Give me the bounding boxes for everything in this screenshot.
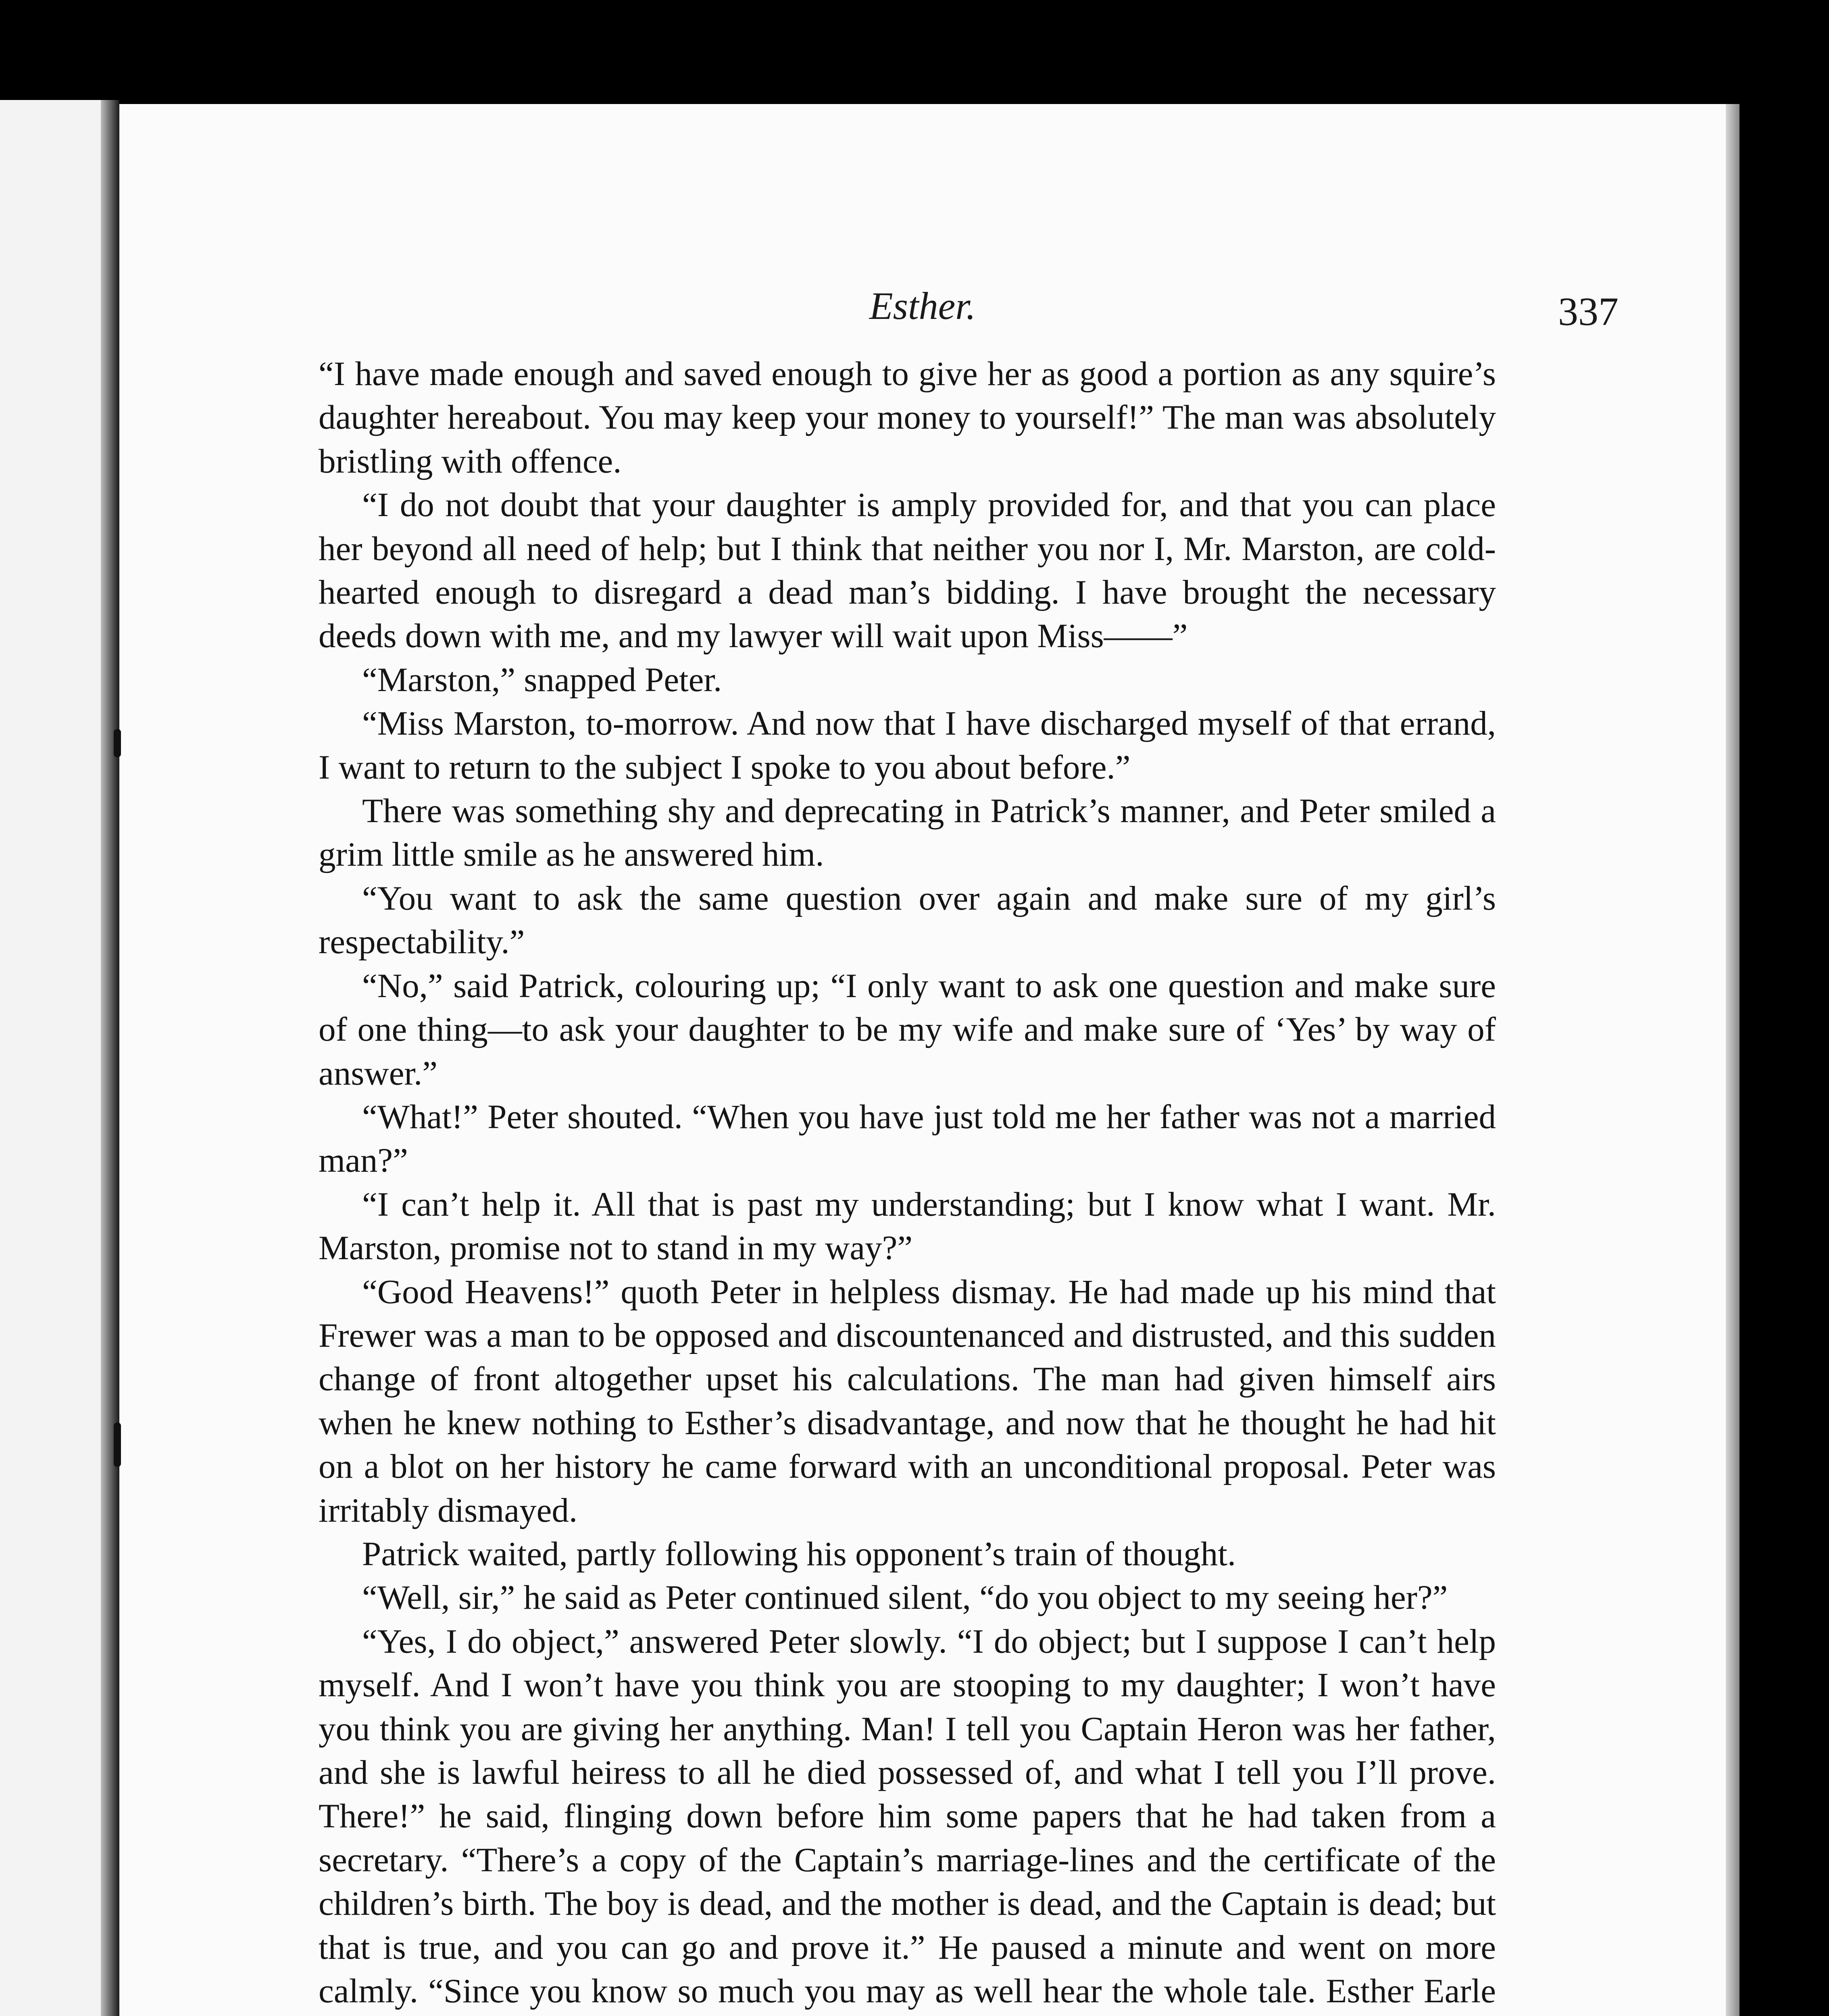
book-page: [119, 104, 1726, 2016]
page-number: 337: [1558, 289, 1619, 334]
paragraph: There was something shy and deprecating in Patrick’s manner, and Peter smiled a grim little smile as he answered him.: [319, 792, 1496, 874]
page-header: [119, 283, 1726, 340]
paragraph: “I do not doubt that your daughter is amply provided for, and that you can place her beyond all need of help; but I think that neither you nor I, Mr. Marston, are cold-hearted enough to disregard a dead man’s bidding. I have brought the necessary deeds down with me, and my lawyer will wait upon Miss——”: [319, 486, 1496, 655]
paragraph: “Well, sir,” he said as Peter continued silent, “do you object to my seeing her?”: [362, 1579, 1448, 1617]
paragraph: “Marston,” snapped Peter.: [362, 660, 722, 699]
paragraph: Patrick waited, partly following his opponent’s train of thought.: [362, 1535, 1236, 1573]
book-gutter: [101, 100, 119, 2016]
paragraph: “Good Heavens!” quoth Peter in helpless dismay. He had made up his mind that Frewer was a man to be opposed and discountenanced and distrusted, and this sudden change of front altogether upset his calculations. The man had given himself airs when he knew nothing to Esther’s disadvantage, and now that he thought he had hit on a blot on her history he came forward with an unconditional proposal. Peter was irritably dismayed.: [319, 1272, 1496, 1529]
paragraph: “No,” said Patrick, colouring up; “I only want to ask one question and make sure of one thing—to ask your daughter to be my wife and make sure of ‘Yes’ by way of answer.”: [319, 966, 1496, 1092]
paragraph: “I have made enough and saved enough to give her as good a portion as any squire’s daughter hereabout. You may keep your money to yourself!” The man was absolutely bristling with offence.: [319, 355, 1496, 480]
page-edge: [1726, 104, 1739, 2016]
gutter-mark: [114, 729, 121, 757]
running-title: Esther.: [869, 284, 976, 327]
body-text: [319, 352, 1496, 2016]
paragraph: “I can’t help it. All that is past my understanding; but I know what I want. Mr. Marston, promise not to stand in my way?”: [319, 1185, 1496, 1267]
paragraph: “You want to ask the same question over again and make sure of my girl’s respectability.”: [319, 879, 1496, 961]
facing-page: [0, 100, 101, 2016]
paragraph: “Yes, I do object,” answered Peter slowly. “I do object; but I suppose I can’t help myself. And I won’t have you think you are stooping to my daughter; I won’t have you think you are giving her anything. Man! I tell you Captain Heron was her father, and she is lawful heiress to all he died possessed of, and what I tell you I’ll prove. There!” he said, flinging down before him some papers that he had taken from a secretary. “There’s a copy of the Captain’s marriage-lines and the certificate of the children’s birth. The boy is dead, and the mother is dead, and the Captain is dead; but that is true, and you can go and prove it.” He paused a minute and went on more calmly. “Since you know so much you may as well hear the whole tale. Esther Earle: [319, 1622, 1496, 2010]
paragraph: “Miss Marston, to-morrow. And now that I have discharged myself of that errand, I want to return to the subject I spoke to you about before.”: [319, 704, 1496, 786]
gutter-mark: [114, 1422, 121, 1467]
paragraph: “What!” Peter shouted. “When you have just told me her father was not a married man?”: [319, 1098, 1496, 1180]
